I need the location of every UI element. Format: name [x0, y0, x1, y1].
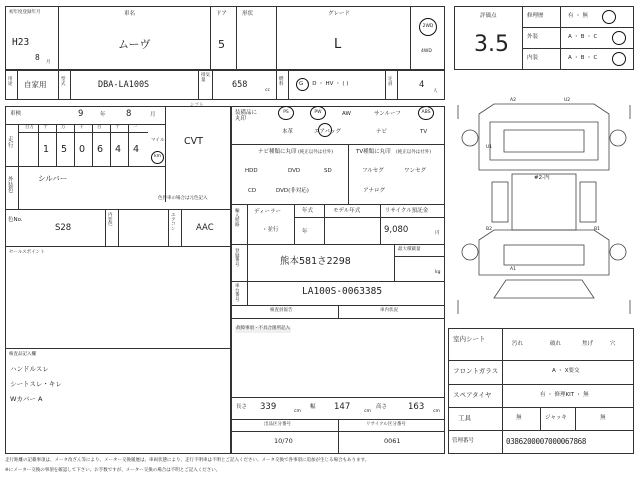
odometer-unit-circle	[151, 151, 164, 164]
odometer-digit: 4	[115, 144, 122, 155]
diagram-label-u2: U2	[564, 98, 571, 103]
diagram-center: #2-内	[534, 175, 550, 181]
option-bottom-3: TV	[420, 129, 428, 135]
option-label: PS	[283, 109, 289, 115]
odometer-header: 千	[79, 125, 84, 130]
option-bottom-2: ナビ	[376, 129, 388, 135]
navi-item-3: SD	[324, 168, 332, 174]
fuel-options: G ・ D ・ HV ・ ( )	[299, 81, 349, 87]
interior-opt-3: 焦げ	[582, 341, 594, 347]
option-circle	[318, 123, 332, 137]
odometer-digit: 0	[79, 144, 86, 155]
capacity: 4	[419, 80, 425, 90]
width-label: 幅	[310, 404, 316, 410]
glass-value: A ・ X要交	[552, 368, 580, 374]
interior-color-label: 内装色	[108, 213, 113, 227]
navi-item-4: CD	[248, 188, 257, 194]
odometer-divider	[128, 124, 129, 166]
row2	[5, 70, 445, 100]
diagram-label-u1: U1	[486, 145, 493, 150]
grade-label: グレード	[328, 11, 351, 17]
height-value: 163	[408, 402, 425, 412]
interior-opt-2: 破れ	[550, 341, 562, 347]
odometer-header: 百	[97, 125, 102, 130]
num-a-label: 出品区分番号	[264, 422, 291, 427]
load-label: 最大積載量	[398, 247, 421, 252]
odometer-header: 一	[133, 125, 138, 130]
manage-label: 管理番号	[452, 438, 475, 444]
option-bottom-0: 本革	[282, 129, 294, 135]
eval-row-circle	[602, 10, 616, 24]
door-label: ドア	[216, 11, 227, 17]
tools-label: 工具	[458, 414, 471, 422]
color-value: シルバー	[38, 174, 68, 183]
interior-opt-4: 穴	[610, 341, 616, 347]
navi-item-1: HDD	[245, 168, 258, 174]
model-year-label: モデル年式	[333, 208, 361, 214]
recycle-label: リサイクル預託金	[385, 208, 429, 214]
odometer-divider	[110, 124, 111, 166]
color-no-label: 色No.	[8, 217, 23, 223]
odometer-digit: 4	[133, 144, 140, 155]
eval-row-label: 内装	[527, 55, 539, 61]
reg-date-label: 初年度登録年月	[9, 10, 41, 15]
tv-title-note: (純正以外は社外)	[396, 150, 432, 155]
cc: 658	[232, 80, 248, 90]
odometer-unit: km	[154, 154, 161, 160]
model: DBA-LA100S	[98, 80, 150, 90]
reg-month: 8	[35, 53, 40, 62]
carname: ムーヴ	[118, 38, 151, 51]
fuel-label: 燃料	[279, 77, 284, 87]
spare-value: 有 ・ 修理KIT ・ 無	[540, 392, 589, 398]
eval-row-options: A ・ B ・ C	[568, 34, 598, 40]
recycle-unit: 円	[435, 231, 440, 236]
diagram-label-b1: B1	[594, 227, 600, 232]
option-bottom-1: エアバッグ	[314, 129, 342, 135]
extra-line-2: シートスレ・キレ	[10, 380, 62, 388]
option-label: PW	[314, 109, 322, 115]
chassis-value: LA100S-0063385	[302, 286, 383, 297]
width-unit: cm	[364, 409, 371, 414]
jack-value: 無	[600, 415, 606, 421]
shape-label: 形状	[242, 11, 254, 17]
color-note: 色替車の場合は元色記入	[158, 196, 208, 201]
footer-line-1: 走行距離の記載事項は、メータ改ざん等により、メーター交換履歴は、車両状態により、走行不明車は不明とご記入ください。メータ交換で各事項に追加が生じる場合もあります。	[5, 458, 370, 463]
inspection-month-unit: 月	[150, 112, 156, 118]
ac-value: AAC	[196, 223, 214, 233]
odometer-divider	[38, 124, 39, 166]
tv-item-3: アナログ	[363, 188, 386, 194]
eval-label: 評価点	[480, 13, 497, 19]
plate-value: 熊本581さ2298	[280, 256, 351, 267]
inspect-notes-hint: 故障事項・不具合箇所記入	[236, 326, 290, 331]
num-b-label: リサイクル区分番号	[366, 422, 406, 427]
jack-label: ジャッキ	[545, 415, 567, 421]
eval-row-label: 修理歴	[527, 13, 544, 19]
interior-opt-1: 汚れ	[512, 341, 524, 347]
car-diagram	[454, 100, 634, 320]
cc-unit: cc	[265, 88, 270, 93]
odometer-divider	[56, 124, 57, 166]
usage-label: 用途	[8, 77, 13, 87]
diagram-label-b2: B2	[486, 227, 492, 232]
eval-row-options: 有 ・ 無	[568, 13, 588, 19]
dealer-label: 輸入経路	[235, 209, 240, 228]
interior-label: 室内シート	[453, 335, 486, 343]
shift: CVT	[184, 136, 203, 147]
odometer-header: 万	[61, 125, 66, 130]
num-a-value: 10/70	[274, 437, 293, 445]
length-unit: cm	[294, 409, 301, 414]
twowd-text: 2WD	[422, 23, 434, 29]
tv-item-2: ワンセグ	[404, 168, 427, 174]
odometer-header: 十	[115, 125, 120, 130]
length-label: 長さ	[236, 404, 248, 410]
capacity-label: 定員	[388, 77, 393, 87]
tv-title: TV種類に丸印	[356, 149, 391, 155]
odometer-header: 百万	[25, 125, 34, 130]
height-label: 高さ	[376, 404, 388, 410]
navi-item-5: DVD(非対応)	[276, 188, 309, 194]
diagram-label-a2: A2	[510, 98, 516, 103]
odometer-digit: 5	[61, 144, 68, 155]
odometer-digit: 6	[97, 144, 104, 155]
dealer-direct: ・並行	[262, 227, 279, 233]
car-diagram-svg	[454, 100, 634, 320]
reg-date: H23	[12, 37, 30, 48]
plate-label: 登録番号	[235, 249, 240, 268]
inspection-year-unit: 年	[100, 112, 106, 118]
grade: L	[334, 37, 342, 52]
reg-month-unit: 月	[46, 60, 51, 65]
num-b-value: 0061	[384, 437, 401, 445]
inspection-year: 9	[78, 109, 84, 119]
carname-label: 車名	[124, 11, 136, 17]
spare-label: スペアタイヤ	[453, 391, 492, 399]
footer-line-2: ※にメーター交換の事項を確認して下さい。お手数ですが、メーター交換の場合は不明とご記入ください。	[5, 468, 221, 473]
recycle-value: 9,080	[384, 225, 409, 235]
eval-row-options: A ・ B ・ C	[568, 55, 598, 61]
eval-row-label: 外装	[527, 34, 539, 40]
navi-title-note: (純正以外は社外)	[298, 150, 334, 155]
option-0	[278, 106, 294, 120]
ac-label: エアコン	[171, 213, 176, 232]
navi-item-2: DVD	[288, 168, 301, 174]
model-label: 型式	[61, 77, 66, 87]
odometer-label: 走行	[8, 137, 14, 149]
capacity-unit: 人	[433, 89, 438, 94]
doors: 5	[218, 38, 225, 51]
shift-label: シフト	[190, 103, 204, 108]
extra-line-3: Wカバー A	[10, 395, 43, 403]
mile-label: マイル	[151, 138, 165, 143]
odometer-divider	[74, 124, 75, 166]
fourwd-text: 4WD	[421, 49, 432, 54]
inspect-notes-title: 検査員報告	[270, 308, 293, 313]
extra-label: 検査品記入欄	[9, 352, 36, 357]
tools-value: 無	[516, 415, 522, 421]
diagram-label-a1: A1	[510, 267, 516, 272]
chassis-label: 車台番号	[235, 284, 240, 303]
inspection-label: 車検	[10, 111, 22, 117]
sales-point-label: セールスポイント	[9, 250, 45, 255]
options-label: 装備品に丸印	[235, 110, 258, 122]
navi-title: ナビ種類に丸印	[258, 149, 297, 155]
twowd-circle	[419, 18, 437, 36]
odometer-divider	[92, 124, 93, 166]
odometer-digit: 1	[43, 144, 50, 155]
load-unit: kg	[435, 270, 441, 275]
cc-label: 排気量	[201, 73, 210, 83]
usage: 自家用	[24, 80, 47, 89]
height-unit: cm	[433, 409, 440, 414]
year-unit: 年	[302, 229, 308, 235]
glass-label: フロントガラス	[453, 367, 499, 375]
eval-row-circle	[612, 31, 626, 45]
year-label: 年式	[302, 208, 314, 214]
option-label: ABS	[421, 109, 431, 115]
length-value: 339	[260, 402, 277, 412]
option-1	[310, 106, 326, 120]
option-4	[418, 106, 434, 120]
tv-item-1: フルセグ	[362, 168, 384, 174]
dealer-value: ディーラー	[254, 209, 282, 215]
eval-score: 3.5	[474, 32, 509, 57]
eval-row-circle	[612, 52, 626, 66]
width-value: 147	[334, 402, 351, 412]
color-no: S28	[55, 223, 72, 233]
odometer-header: 十	[43, 125, 48, 130]
option-2: AW	[342, 111, 351, 117]
dealer-report: 車内状況	[380, 308, 398, 313]
extra-line-1: ハンドルスレ	[10, 365, 49, 373]
manage-value: 0386200007000067868	[506, 437, 587, 446]
option-3: サンルーフ	[374, 111, 401, 117]
inspection-month: 8	[126, 109, 132, 119]
color-label: 外装色	[8, 177, 14, 194]
